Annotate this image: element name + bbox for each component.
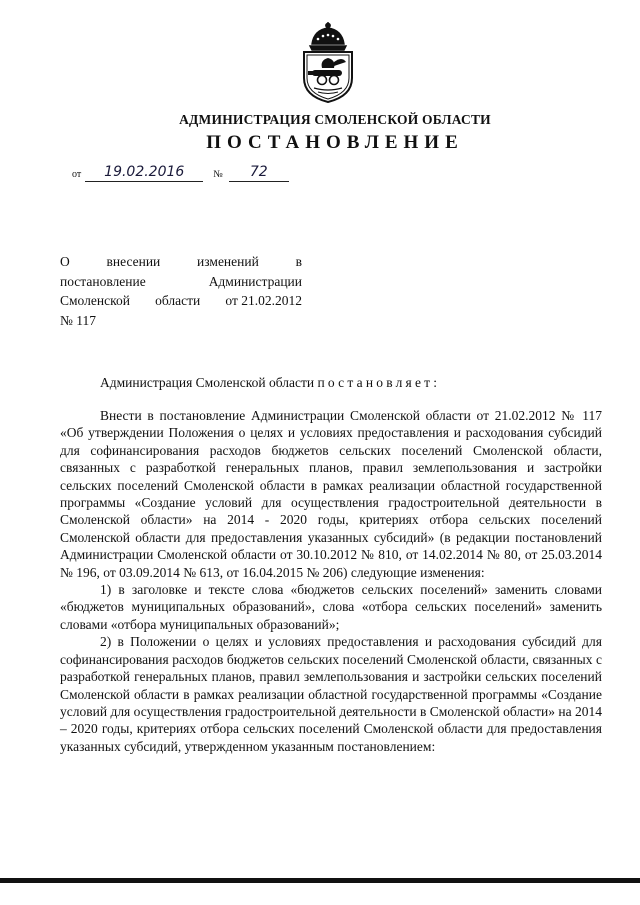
subject-word: Смоленской (60, 293, 130, 308)
subject-line-4 (60, 311, 302, 331)
subject-word: О (60, 254, 70, 269)
body-paragraph-3: 2) в Положении о целях и условиях предоставления и расходования субсидий для софинансирования расходов бюджетов сельских поселений Смоленской области, связанных с разработкой генеральных планов, правил землепользования и застройки сельских поселений Смоленской области в рамках реализации областной государственной программы «Создание условий для осуществления градостроительной деятельности в Смоленской области» на 2014 – 2020 годы, критериях отбора сельских поселений Смоленской области для предоставления указанных субсидий, утвержденном указанным постановлением: (60, 634, 602, 754)
preamble (100, 375, 440, 391)
subject-word: внесении (106, 254, 161, 269)
preamble-text: Администрация Смоленской области (100, 375, 315, 390)
coat-of-arms-icon (292, 22, 364, 104)
date-prefix: от (72, 169, 82, 180)
number-prefix: № (213, 169, 223, 180)
subject-word: изменений (197, 254, 259, 269)
document-body (60, 407, 602, 755)
subject-line-2 (60, 272, 302, 292)
date-number-line (72, 160, 289, 182)
organization-name: АДМИНИСТРАЦИЯ СМОЛЕНСКОЙ ОБЛАСТИ (179, 112, 491, 127)
date-field: 19.02.2016 (85, 163, 203, 182)
number-field: 72 (229, 163, 289, 182)
body-paragraph-2: 1) в заголовке и тексте слова «бюджетов сельских поселений» заменить словами «бюджетов муниципальных образований», слова «отбора сельских поселений» заменить словами «отбора муниципальных образований»; (60, 582, 602, 632)
subject-word: от 21.02.2012 (225, 293, 302, 308)
document-type-title: ПОСТАНОВЛЕНИЕ (206, 132, 464, 153)
scan-bottom-edge (0, 878, 640, 883)
subject-word: Администрации (208, 273, 302, 289)
body-paragraph-1: Внести в постановление Администрации Смоленской области от 21.02.2012 № 117 «Об утверждении Положения о целях и условиях предоставления и расходования субсидий для софинансирования расходов бюджетов сельских поселений Смоленской области, связанных с разработкой генеральных планов, правил землепользования и застройки сельских поселений Смоленской области в рамках реализации областной государственной программы «Создание условий для осуществления градостроительной деятельности в Смоленской области» на 2014 - 2020 годы, критериях отбора сельских поселений Смоленской области для предоставления указанных субсидий» (в редакции постановлений Администрации Смоленской области от 30.10.2012 № 810, от 14.02.2014 № 80, от 25.03.2014 № 196, от 03.09.2014 № 613, от 16.04.2015 № 206) следующие изменения: (60, 408, 602, 580)
subject-line-1 (60, 252, 302, 272)
document-subject (60, 252, 302, 330)
subject-word: № 117 (60, 312, 97, 328)
preamble-resolves: постановляет: (317, 375, 441, 390)
subject-line-3 (60, 291, 302, 311)
subject-word: постановление (60, 273, 146, 289)
subject-word: в (295, 254, 302, 269)
subject-word: области (155, 293, 201, 308)
